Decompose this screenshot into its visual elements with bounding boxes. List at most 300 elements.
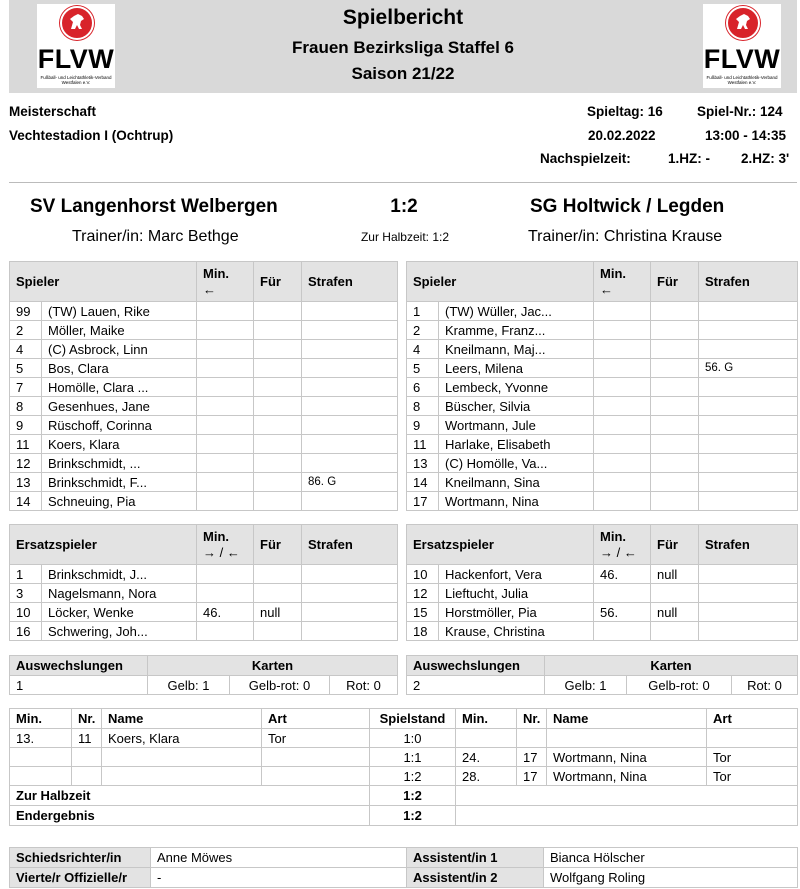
- home-subs-table: [9, 524, 398, 641]
- player-penalty: [699, 378, 798, 397]
- goal-minute: 24.: [456, 748, 517, 767]
- player-minute: [197, 378, 254, 397]
- player-for: [254, 321, 302, 340]
- goal-minute: [10, 748, 72, 767]
- player-number: 10: [10, 603, 42, 622]
- table-row: [407, 359, 798, 378]
- min-arrow: → / ←: [600, 544, 637, 560]
- halftime-label: Zur Halbzeit: [10, 786, 370, 806]
- player-minute: 46.: [197, 603, 254, 622]
- substitutions-count: 1: [10, 676, 148, 695]
- player-name: Leers, Milena: [439, 359, 594, 378]
- player-number: 5: [407, 359, 439, 378]
- player-penalty: [699, 340, 798, 359]
- player-minute: [197, 321, 254, 340]
- table-row: [407, 492, 798, 511]
- player-for: [651, 492, 699, 511]
- goal-type: [707, 729, 798, 748]
- player-for: [254, 397, 302, 416]
- col-header-penalties: Strafen: [302, 262, 398, 302]
- player-name: Gesenhues, Jane: [42, 397, 197, 416]
- substitutions-label: Auswechslungen: [407, 656, 545, 676]
- player-number: 11: [407, 435, 439, 454]
- player-number: 11: [10, 435, 42, 454]
- player-number: 4: [10, 340, 42, 359]
- substitutions-count: 2: [407, 676, 545, 695]
- fourth-official-label: Vierte/r Offizielle/r: [10, 868, 151, 888]
- player-name: (C) Asbrock, Linn: [42, 340, 197, 359]
- player-name: Bos, Clara: [42, 359, 197, 378]
- player-penalty: [699, 584, 798, 603]
- table-row: [10, 492, 398, 511]
- player-for: [254, 454, 302, 473]
- referee-label: Schiedsrichter/in: [10, 848, 151, 868]
- col-header-penalties: Strafen: [699, 525, 798, 565]
- table-row: [407, 473, 798, 492]
- player-penalty: [302, 359, 398, 378]
- goals-header-nr: Nr.: [517, 709, 547, 729]
- player-for: null: [651, 565, 699, 584]
- table-row: [407, 302, 798, 321]
- table-row: [10, 340, 398, 359]
- player-name: Kramme, Franz...: [439, 321, 594, 340]
- halftime-result: 1:2: [370, 786, 456, 806]
- red-cards: Rot: 0: [732, 676, 798, 695]
- goal-type: Tor: [707, 748, 798, 767]
- goals-table: [9, 708, 798, 826]
- player-for: [254, 340, 302, 359]
- table-row: [407, 454, 798, 473]
- player-minute: [197, 397, 254, 416]
- final-result: 1:2: [370, 806, 456, 826]
- player-penalty: [302, 397, 398, 416]
- player-name: Rüschoff, Corinna: [42, 416, 197, 435]
- table-row: [10, 397, 398, 416]
- player-penalty: [302, 603, 398, 622]
- player-number: 12: [10, 454, 42, 473]
- away-summary-table: [406, 655, 798, 695]
- player-number: 2: [10, 321, 42, 340]
- goal-player-name: [102, 748, 262, 767]
- player-minute: [594, 340, 651, 359]
- player-number: 1: [10, 565, 42, 584]
- table-row: [407, 416, 798, 435]
- table-row: [407, 321, 798, 340]
- min-label: Min.: [600, 265, 627, 281]
- player-penalty: [302, 492, 398, 511]
- table-row: [10, 473, 398, 492]
- away-lineup-table: [406, 261, 798, 511]
- player-minute: [594, 416, 651, 435]
- player-for: [651, 473, 699, 492]
- goal-score: 1:0: [370, 729, 456, 748]
- goal-type: Tor: [262, 729, 370, 748]
- empty-cell: [456, 806, 798, 826]
- player-name: (TW) Wüller, Jac...: [439, 302, 594, 321]
- final-score: 1:2: [390, 196, 418, 217]
- player-name: Horstmöller, Pia: [439, 603, 594, 622]
- assistant2-name: Wolfgang Roling: [544, 868, 798, 888]
- goal-minute: 28.: [456, 767, 517, 786]
- player-penalty: [302, 584, 398, 603]
- col-header-penalties: Strafen: [302, 525, 398, 565]
- player-penalty: [699, 473, 798, 492]
- away-trainer: Trainer/in: Christina Krause: [528, 228, 723, 245]
- min-arrow: ←: [203, 281, 217, 297]
- player-name: Brinkschmidt, ...: [42, 454, 197, 473]
- empty-cell: [456, 786, 798, 806]
- player-penalty: [699, 302, 798, 321]
- player-for: [651, 397, 699, 416]
- player-name: Kneilmann, Maj...: [439, 340, 594, 359]
- league-title: Frauen Bezirksliga Staffel 6: [291, 38, 515, 57]
- goal-type: [262, 748, 370, 767]
- player-for: [651, 454, 699, 473]
- goal-minute: [456, 729, 517, 748]
- player-penalty: [302, 340, 398, 359]
- player-minute: [594, 473, 651, 492]
- player-number: 7: [10, 378, 42, 397]
- col-header-player: Spieler: [10, 262, 197, 302]
- player-for: [254, 492, 302, 511]
- player-for: [651, 622, 699, 641]
- table-row: [10, 622, 398, 641]
- goal-minute: [10, 767, 72, 786]
- player-penalty: [302, 378, 398, 397]
- player-minute: [197, 454, 254, 473]
- table-row: [407, 565, 798, 584]
- logo-caption: Fußball- und Leichtathletik-Verband Westfalen e.V.: [706, 75, 778, 85]
- player-penalty: [302, 302, 398, 321]
- home-team: SV Langenhorst Welbergen: [30, 196, 278, 217]
- goal-player-name: Wortmann, Nina: [547, 748, 707, 767]
- goal-score: 1:2: [370, 767, 456, 786]
- goal-row: [10, 767, 798, 786]
- goals-header-type: Art: [707, 709, 798, 729]
- player-for: null: [651, 603, 699, 622]
- goals-header-name: Name: [102, 709, 262, 729]
- table-row: [10, 584, 398, 603]
- matchday: Spieltag: 16: [587, 104, 663, 119]
- player-minute: [197, 359, 254, 378]
- table-row: [10, 302, 398, 321]
- flvw-logo: [703, 4, 781, 88]
- player-name: Lieftucht, Julia: [439, 584, 594, 603]
- player-number: 4: [407, 340, 439, 359]
- player-number: 18: [407, 622, 439, 641]
- goal-player-number: 17: [517, 767, 547, 786]
- player-number: 99: [10, 302, 42, 321]
- player-number: 9: [407, 416, 439, 435]
- goal-player-number: 11: [72, 729, 102, 748]
- competition: Meisterschaft: [9, 104, 97, 119]
- yellow-cards: Gelb: 1: [545, 676, 627, 695]
- player-for: [254, 378, 302, 397]
- player-name: Schwering, Joh...: [42, 622, 197, 641]
- red-cards: Rot: 0: [330, 676, 398, 695]
- player-minute: [197, 340, 254, 359]
- goal-type: Tor: [707, 767, 798, 786]
- player-name: Löcker, Wenke: [42, 603, 197, 622]
- player-minute: [197, 565, 254, 584]
- venue: Vechtestadion I (Ochtrup): [9, 128, 174, 143]
- player-number: 15: [407, 603, 439, 622]
- player-name: Wortmann, Nina: [439, 492, 594, 511]
- goal-row: [10, 748, 798, 767]
- player-number: 14: [10, 492, 42, 511]
- page-title: Spielbericht: [342, 6, 464, 29]
- goal-player-number: 17: [517, 748, 547, 767]
- player-minute: [594, 359, 651, 378]
- player-number: 8: [407, 397, 439, 416]
- goal-player-name: [547, 729, 707, 748]
- player-penalty: [302, 565, 398, 584]
- player-penalty: [699, 603, 798, 622]
- goal-player-number: [72, 748, 102, 767]
- player-penalty: [699, 492, 798, 511]
- player-penalty: 86. G: [302, 473, 398, 492]
- table-row: [407, 584, 798, 603]
- goal-player-name: [102, 767, 262, 786]
- player-minute: [594, 622, 651, 641]
- player-number: 13: [10, 473, 42, 492]
- player-penalty: [699, 454, 798, 473]
- player-for: [651, 340, 699, 359]
- match-date: 20.02.2022: [588, 128, 656, 143]
- assistant1-label: Assistent/in 1: [407, 848, 544, 868]
- officials-table: [9, 847, 798, 888]
- player-penalty: [302, 435, 398, 454]
- player-minute: [197, 435, 254, 454]
- goals-header-min: Min.: [456, 709, 517, 729]
- player-number: 12: [407, 584, 439, 603]
- yellow-cards: Gelb: 1: [148, 676, 230, 695]
- away-team: SG Holtwick / Legden: [530, 196, 725, 217]
- col-header-for: Für: [254, 525, 302, 565]
- col-header-for: Für: [254, 262, 302, 302]
- player-minute: [594, 302, 651, 321]
- player-number: 10: [407, 565, 439, 584]
- player-penalty: [699, 622, 798, 641]
- goal-player-number: [517, 729, 547, 748]
- player-penalty: [699, 435, 798, 454]
- referee-name: Anne Möwes: [151, 848, 407, 868]
- player-for: [651, 359, 699, 378]
- player-for: [651, 302, 699, 321]
- goal-row: [10, 729, 798, 748]
- goal-score: 1:1: [370, 748, 456, 767]
- logo-word: FLVW: [37, 44, 115, 74]
- player-minute: [594, 378, 651, 397]
- player-for: [651, 378, 699, 397]
- player-for: [254, 359, 302, 378]
- player-minute: [197, 302, 254, 321]
- player-penalty: [699, 565, 798, 584]
- player-name: Büscher, Silvia: [439, 397, 594, 416]
- logo-word: FLVW: [703, 44, 781, 74]
- home-summary-table: [9, 655, 398, 695]
- goals-header-min: Min.: [10, 709, 72, 729]
- player-name: Brinkschmidt, F...: [42, 473, 197, 492]
- player-number: 6: [407, 378, 439, 397]
- player-name: Koers, Klara: [42, 435, 197, 454]
- player-number: 17: [407, 492, 439, 511]
- min-arrow: ←: [600, 281, 614, 297]
- player-number: 8: [10, 397, 42, 416]
- yellow-red-cards: Gelb-rot: 0: [230, 676, 330, 695]
- goals-header-score: Spielstand: [370, 709, 456, 729]
- goal-player-name: Wortmann, Nina: [547, 767, 707, 786]
- player-minute: [197, 622, 254, 641]
- player-for: null: [254, 603, 302, 622]
- player-penalty: [699, 416, 798, 435]
- goals-header-name: Name: [547, 709, 707, 729]
- goal-player-number: [72, 767, 102, 786]
- table-row: [407, 603, 798, 622]
- player-name: Homölle, Clara ...: [42, 378, 197, 397]
- player-minute: [594, 454, 651, 473]
- player-name: Nagelsmann, Nora: [42, 584, 197, 603]
- player-number: 16: [10, 622, 42, 641]
- player-number: 13: [407, 454, 439, 473]
- col-header-min: [197, 525, 254, 565]
- player-number: 14: [407, 473, 439, 492]
- col-header-player: Spieler: [407, 262, 594, 302]
- extra-time-second-half: 2.HZ: 3': [741, 151, 790, 166]
- divider: [9, 182, 797, 183]
- table-row: [10, 565, 398, 584]
- player-penalty: [302, 416, 398, 435]
- player-for: [254, 622, 302, 641]
- player-for: [254, 435, 302, 454]
- col-header-for: Für: [651, 525, 699, 565]
- substitutions-label: Auswechslungen: [10, 656, 148, 676]
- table-row: [407, 378, 798, 397]
- player-minute: [594, 584, 651, 603]
- player-minute: [594, 492, 651, 511]
- player-penalty: [302, 321, 398, 340]
- player-name: (C) Homölle, Va...: [439, 454, 594, 473]
- player-number: 9: [10, 416, 42, 435]
- report-banner: [9, 0, 797, 93]
- cards-label: Karten: [148, 656, 398, 676]
- col-header-min: [197, 262, 254, 302]
- player-minute: [594, 435, 651, 454]
- player-penalty: [699, 321, 798, 340]
- player-minute: [197, 473, 254, 492]
- player-for: [651, 416, 699, 435]
- final-label: Endergebnis: [10, 806, 370, 826]
- season-title: Saison 21/22: [351, 64, 455, 83]
- player-minute: [197, 416, 254, 435]
- player-penalty: [699, 397, 798, 416]
- min-label: Min.: [203, 265, 230, 281]
- table-row: [10, 435, 398, 454]
- table-row: [10, 359, 398, 378]
- col-header-player: Ersatzspieler: [407, 525, 594, 565]
- player-number: 5: [10, 359, 42, 378]
- col-header-penalties: Strafen: [699, 262, 798, 302]
- table-row: [10, 321, 398, 340]
- player-name: Kneilmann, Sina: [439, 473, 594, 492]
- player-minute: 56.: [594, 603, 651, 622]
- player-for: [254, 584, 302, 603]
- goal-type: [262, 767, 370, 786]
- match-number: Spiel-Nr.: 124: [697, 104, 783, 119]
- cards-label: Karten: [545, 656, 798, 676]
- assistant1-name: Bianca Hölscher: [544, 848, 798, 868]
- extra-time-label: Nachspielzeit:: [540, 151, 631, 166]
- player-minute: 46.: [594, 565, 651, 584]
- min-label: Min.: [600, 528, 626, 544]
- min-label: Min.: [203, 528, 229, 544]
- goals-header-type: Art: [262, 709, 370, 729]
- player-for: [254, 473, 302, 492]
- min-arrow: → / ←: [203, 544, 240, 560]
- player-number: 3: [10, 584, 42, 603]
- table-row: [10, 416, 398, 435]
- goal-minute: 13.: [10, 729, 72, 748]
- player-name: Harlake, Elisabeth: [439, 435, 594, 454]
- logo-caption: Fußball- und Leichtathletik-Verband Westfalen e.V.: [40, 75, 112, 85]
- table-row: [407, 435, 798, 454]
- table-row: [10, 378, 398, 397]
- table-row: [10, 603, 398, 622]
- horse-icon: [733, 13, 753, 31]
- player-penalty: 56. G: [699, 359, 798, 378]
- goal-player-name: Koers, Klara: [102, 729, 262, 748]
- table-row: [407, 340, 798, 359]
- col-header-min: [594, 262, 651, 302]
- away-subs-table: [406, 524, 798, 641]
- table-row: [407, 397, 798, 416]
- player-penalty: [302, 622, 398, 641]
- home-lineup-table: [9, 261, 398, 511]
- player-name: Lembeck, Yvonne: [439, 378, 594, 397]
- match-time: 13:00 - 14:35: [705, 128, 787, 143]
- player-number: 2: [407, 321, 439, 340]
- goals-header-nr: Nr.: [72, 709, 102, 729]
- table-row: [407, 622, 798, 641]
- extra-time-first-half: 1.HZ: -: [668, 151, 710, 166]
- col-header-player: Ersatzspieler: [10, 525, 197, 565]
- player-for: [254, 565, 302, 584]
- player-name: (TW) Lauen, Rike: [42, 302, 197, 321]
- yellow-red-cards: Gelb-rot: 0: [627, 676, 732, 695]
- table-row: [10, 454, 398, 473]
- player-minute: [197, 584, 254, 603]
- assistant2-label: Assistent/in 2: [407, 868, 544, 888]
- home-trainer: Trainer/in: Marc Bethge: [72, 228, 239, 245]
- player-minute: [594, 321, 651, 340]
- player-name: Schneuing, Pia: [42, 492, 197, 511]
- player-name: Möller, Maike: [42, 321, 197, 340]
- player-number: 1: [407, 302, 439, 321]
- player-name: Brinkschmidt, J...: [42, 565, 197, 584]
- col-header-min: [594, 525, 651, 565]
- player-minute: [594, 397, 651, 416]
- player-for: [254, 302, 302, 321]
- player-name: Wortmann, Jule: [439, 416, 594, 435]
- player-name: Hackenfort, Vera: [439, 565, 594, 584]
- player-name: Krause, Christina: [439, 622, 594, 641]
- player-for: [254, 416, 302, 435]
- player-penalty: [302, 454, 398, 473]
- player-minute: [197, 492, 254, 511]
- fourth-official-name: -: [151, 868, 407, 888]
- player-for: [651, 321, 699, 340]
- player-for: [651, 435, 699, 454]
